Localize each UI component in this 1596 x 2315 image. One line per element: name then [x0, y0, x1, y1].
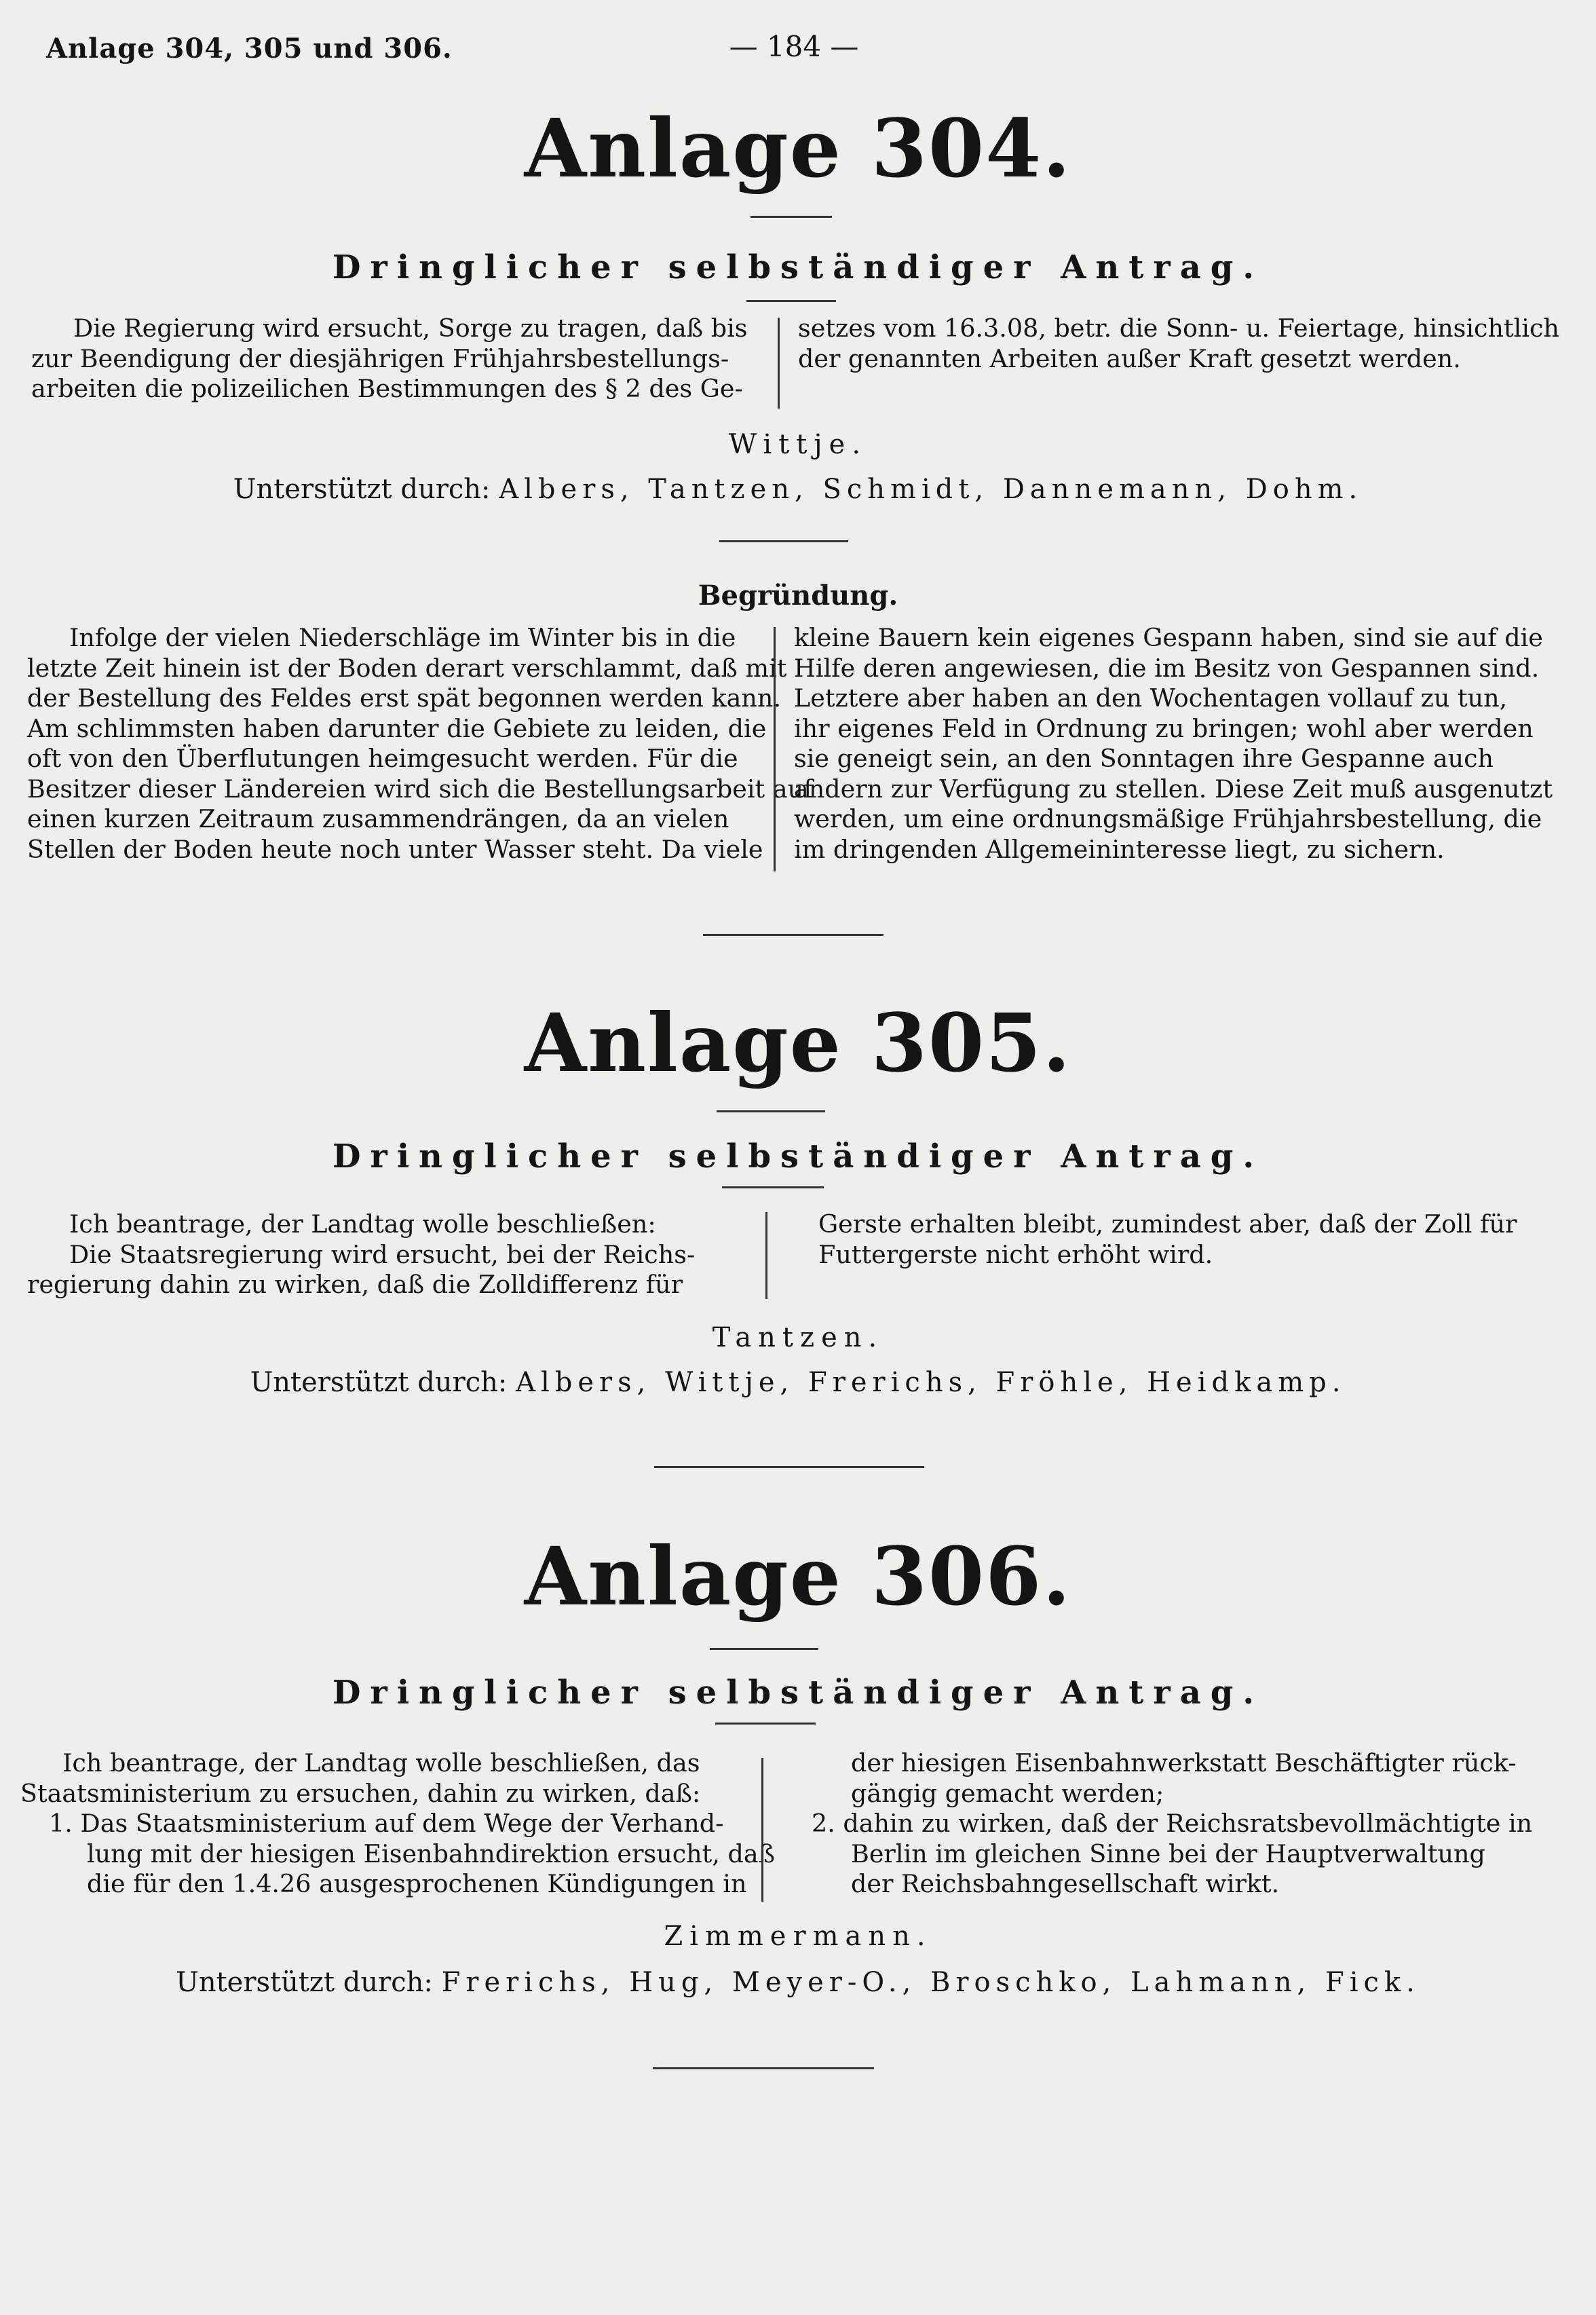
supported-by-label: Unterstützt durch:	[176, 1967, 433, 1998]
text-line: ihr eigenes Feld in Ordnung zu bringen; wohl aber werden	[794, 713, 1534, 743]
text-line: Futtergerste nicht erhöht wird.	[818, 1239, 1213, 1269]
divider-rule	[717, 1110, 825, 1112]
anlage-304-title: Anlage 304.	[524, 101, 1072, 195]
anlage-304-reasoning-heading: Begründung.	[698, 580, 898, 611]
divider-rule	[719, 540, 848, 542]
text-line: regierung dahin zu wirken, daß die Zolldifferenz für	[27, 1270, 683, 1299]
anlage-305-signer: Tantzen.	[712, 1322, 884, 1353]
text-line: Ich beantrage, der Landtag wolle beschließen, das	[62, 1748, 700, 1777]
text-line: Gerste erhalten bleibt, zumindest aber, daß der Zoll für	[818, 1209, 1517, 1239]
list-item: 2. dahin zu wirken, daß der Reichsratsbevollmächtigte in	[812, 1809, 1533, 1838]
text-line: Die Regierung wird ersucht, Sorge zu tragen, daß bis	[73, 314, 748, 343]
anlage-305-heading: Dringlicher selbständiger Antrag.	[332, 1137, 1264, 1175]
anlage-306-text-left	[20, 1748, 776, 1900]
text-line: Staatsministerium zu ersuchen, dahin zu wirken, daß:	[20, 1778, 701, 1808]
column-divider	[765, 1212, 767, 1299]
divider-rule	[710, 1648, 818, 1650]
text-line: Ich beantrage, der Landtag wolle beschließen:	[69, 1209, 656, 1239]
text-line: gängig gemacht werden;	[851, 1778, 1164, 1808]
page-number: — 184 —	[729, 30, 859, 63]
divider-rule	[750, 216, 832, 218]
supported-by-label: Unterstützt durch:	[250, 1367, 508, 1398]
text-line: Letztere aber haben an den Wochentagen vollauf zu tun,	[794, 683, 1508, 713]
anlage-304-reasoning-right	[794, 623, 1553, 865]
text-line: die für den 1.4.26 ausgesprochenen Kündigungen in	[87, 1869, 747, 1898]
running-head: Anlage 304, 305 und 306.	[46, 33, 453, 64]
anlage-306-heading: Dringlicher selbständiger Antrag.	[332, 1674, 1264, 1712]
anlage-304-supporters-line	[0, 474, 1596, 505]
divider-rule	[715, 1723, 816, 1725]
text-line: Stellen der Boden heute noch unter Wasser steht. Da viele	[27, 834, 763, 864]
section-separator	[654, 1466, 924, 1468]
text-line: zur Beendigung der diesjährigen Frühjahrsbestellungs-	[31, 343, 729, 373]
text-line: letzte Zeit hinein ist der Boden derart verschlammt, daß mit	[27, 653, 787, 683]
anlage-305-text-right	[818, 1209, 1517, 1270]
divider-rule	[746, 300, 836, 302]
anlage-304-reasoning-left	[27, 623, 813, 865]
column-divider	[778, 318, 780, 409]
text-line: kleine Bauern kein eigenes Gespann haben, sind sie auf die	[794, 623, 1543, 652]
text-line: Hilfe deren angewiesen, die im Besitz von Gespannen sind.	[794, 653, 1540, 683]
text-line: der Bestellung des Feldes erst spät begonnen werden kann.	[27, 683, 782, 713]
text-line: Berlin im gleichen Sinne bei der Hauptverwaltung	[851, 1839, 1485, 1868]
text-line: Die Staatsregierung wird ersucht, bei der Reichs-	[69, 1239, 696, 1269]
text-line: andern zur Verfügung zu stellen. Diese Zeit muß ausgenutzt	[794, 774, 1553, 804]
text-line: im dringenden Allgemeininteresse liegt, zu sichern.	[794, 834, 1445, 864]
anlage-305-title: Anlage 305.	[524, 996, 1072, 1090]
column-divider	[761, 1758, 763, 1902]
text-line: der hiesigen Eisenbahnwerkstatt Beschäftigter rück-	[851, 1748, 1517, 1777]
supporters-list: Albers, Tantzen, Schmidt, Dannemann, Dohm.	[499, 474, 1363, 505]
text-line: Am schlimmsten haben darunter die Gebiete zu leiden, die	[27, 713, 767, 743]
text-line: einen kurzen Zeitraum zusammendrängen, da an vielen	[27, 804, 729, 833]
anlage-304-signer: Wittje.	[728, 429, 868, 460]
anlage-304-text-right	[798, 314, 1559, 374]
text-line: der Reichsbahngesellschaft wirkt.	[851, 1869, 1280, 1898]
anlage-306-signer: Zimmermann.	[664, 1921, 932, 1952]
text-line: lung mit der hiesigen Eisenbahndirektion ersucht, daß	[87, 1839, 776, 1868]
anlage-304-heading: Dringlicher selbständiger Antrag.	[332, 248, 1264, 286]
supporters-list: Albers, Wittje, Frerichs, Fröhle, Heidkamp.	[516, 1367, 1346, 1398]
list-item: 1. Das Staatsministerium auf dem Wege der Verhand-	[49, 1809, 724, 1838]
text-line: arbeiten die polizeilichen Bestimmungen des § 2 des Ge-	[31, 374, 743, 403]
text-line: sie geneigt sein, an den Sonntagen ihre Gespanne auch	[794, 744, 1494, 773]
anlage-304-text-left	[31, 314, 756, 404]
column-divider	[774, 627, 776, 871]
section-separator	[653, 2067, 874, 2069]
text-line: oft von den Überflutungen heimgesucht werden. Für die	[27, 744, 738, 773]
anlage-305-text-left	[27, 1209, 750, 1300]
text-line: der genannten Arbeiten außer Kraft gesetzt werden.	[798, 343, 1461, 373]
text-line: Besitzer dieser Ländereien wird sich die Bestellungsarbeit auf	[27, 774, 813, 804]
anlage-306-title: Anlage 306.	[524, 1529, 1072, 1623]
text-line: werden, um eine ordnungsmäßige Frühjahrsbestellung, die	[794, 804, 1542, 833]
divider-rule	[722, 1186, 824, 1188]
anlage-306-supporters-line	[0, 1967, 1596, 1998]
anlage-305-supporters-line	[0, 1367, 1596, 1398]
anlage-306-text-right	[812, 1748, 1533, 1900]
supported-by-label: Unterstützt durch:	[233, 474, 491, 505]
section-separator	[703, 934, 884, 936]
supporters-list: Frerichs, Hug, Meyer-O., Broschko, Lahmann, Fick.	[441, 1967, 1420, 1998]
text-line: setzes vom 16.3.08, betr. die Sonn- u. Feiertage, hinsichtlich	[798, 314, 1559, 343]
text-line: Infolge der vielen Niederschläge im Winter bis in die	[69, 623, 736, 652]
